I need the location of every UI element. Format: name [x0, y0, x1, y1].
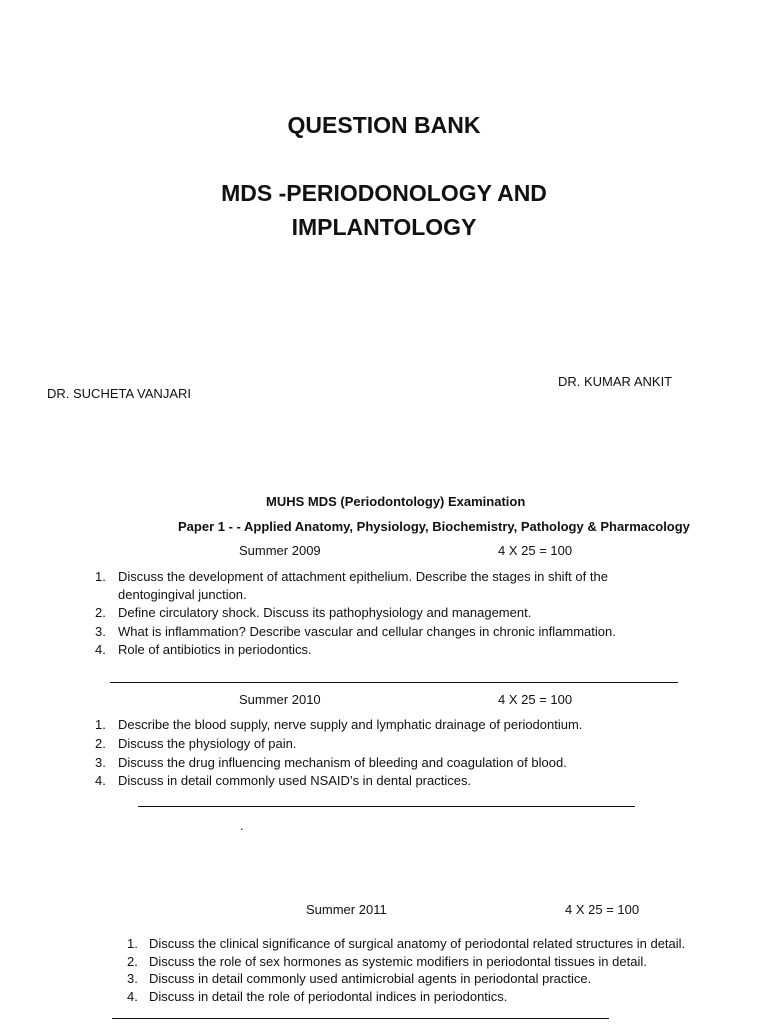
question-number: 2. [95, 605, 106, 620]
section-session: Summer 2010 [239, 692, 321, 707]
question-text: Define circulatory shock. Discuss its pathophysiology and management. [118, 605, 532, 620]
question-number: 3. [95, 624, 106, 639]
question-number: 3. [127, 971, 138, 986]
paper-title: Paper 1 - - Applied Anatomy, Physiology, Biochemistry, Pathology & Pharmacology [178, 519, 690, 534]
question-text-continued: dentogingival junction. [118, 587, 247, 602]
question-number: 1. [95, 717, 106, 732]
section-marks: 4 X 25 = 100 [498, 543, 573, 558]
section-marks: 4 X 25 = 100 [498, 692, 573, 707]
question-number: 3. [95, 755, 106, 770]
document-title: QUESTION BANK [287, 112, 481, 138]
exam-title: MUHS MDS (Periodontology) Examination [266, 494, 526, 509]
question-text: Discuss the physiology of pain. [118, 736, 297, 751]
question-text: Discuss the drug influencing mechanism of bleeding and coagulation of blood. [118, 755, 567, 770]
section-divider [110, 682, 678, 683]
question-text: Discuss the development of attachment epithelium. Describe the stages in shift of the [118, 569, 608, 584]
section-session: Summer 2009 [239, 543, 321, 558]
question-text: Describe the blood supply, nerve supply and lymphatic drainage of periodontium. [118, 717, 583, 732]
question-text: Discuss in detail the role of periodontal indices in periodontics. [149, 989, 508, 1004]
author-left: DR. SUCHETA VANJARI [47, 386, 191, 401]
question-number: 2. [127, 954, 138, 969]
question-text: What is inflammation? Describe vascular and cellular changes in chronic inflammation. [118, 624, 616, 639]
stray-dot: . [240, 818, 244, 833]
question-number: 4. [95, 773, 106, 788]
question-text: Discuss the role of sex hormones as systemic modifiers in periodontal tissues in detail. [149, 954, 647, 969]
document-subtitle-line1: MDS -PERIODONOLOGY AND [221, 180, 547, 206]
question-number: 2. [95, 736, 106, 751]
document-subtitle-line2: IMPLANTOLOGY [291, 214, 477, 240]
question-number: 1. [95, 569, 106, 584]
author-right: DR. KUMAR ANKIT [558, 374, 673, 389]
question-text: Discuss in detail commonly used antimicrobial agents in periodontal practice. [149, 971, 592, 986]
section-divider [138, 806, 635, 807]
section-marks: 4 X 25 = 100 [565, 902, 640, 917]
section-session: Summer 2011 [306, 902, 387, 917]
question-text: Role of antibiotics in periodontics. [118, 642, 312, 657]
question-number: 4. [95, 642, 106, 657]
question-number: 1. [127, 936, 138, 951]
question-text: Discuss the clinical significance of surgical anatomy of periodontal related structures in detail. [149, 936, 686, 951]
question-number: 4. [127, 989, 138, 1004]
section-divider [112, 1018, 609, 1019]
question-text: Discuss in detail commonly used NSAID’s in dental practices. [118, 773, 472, 788]
